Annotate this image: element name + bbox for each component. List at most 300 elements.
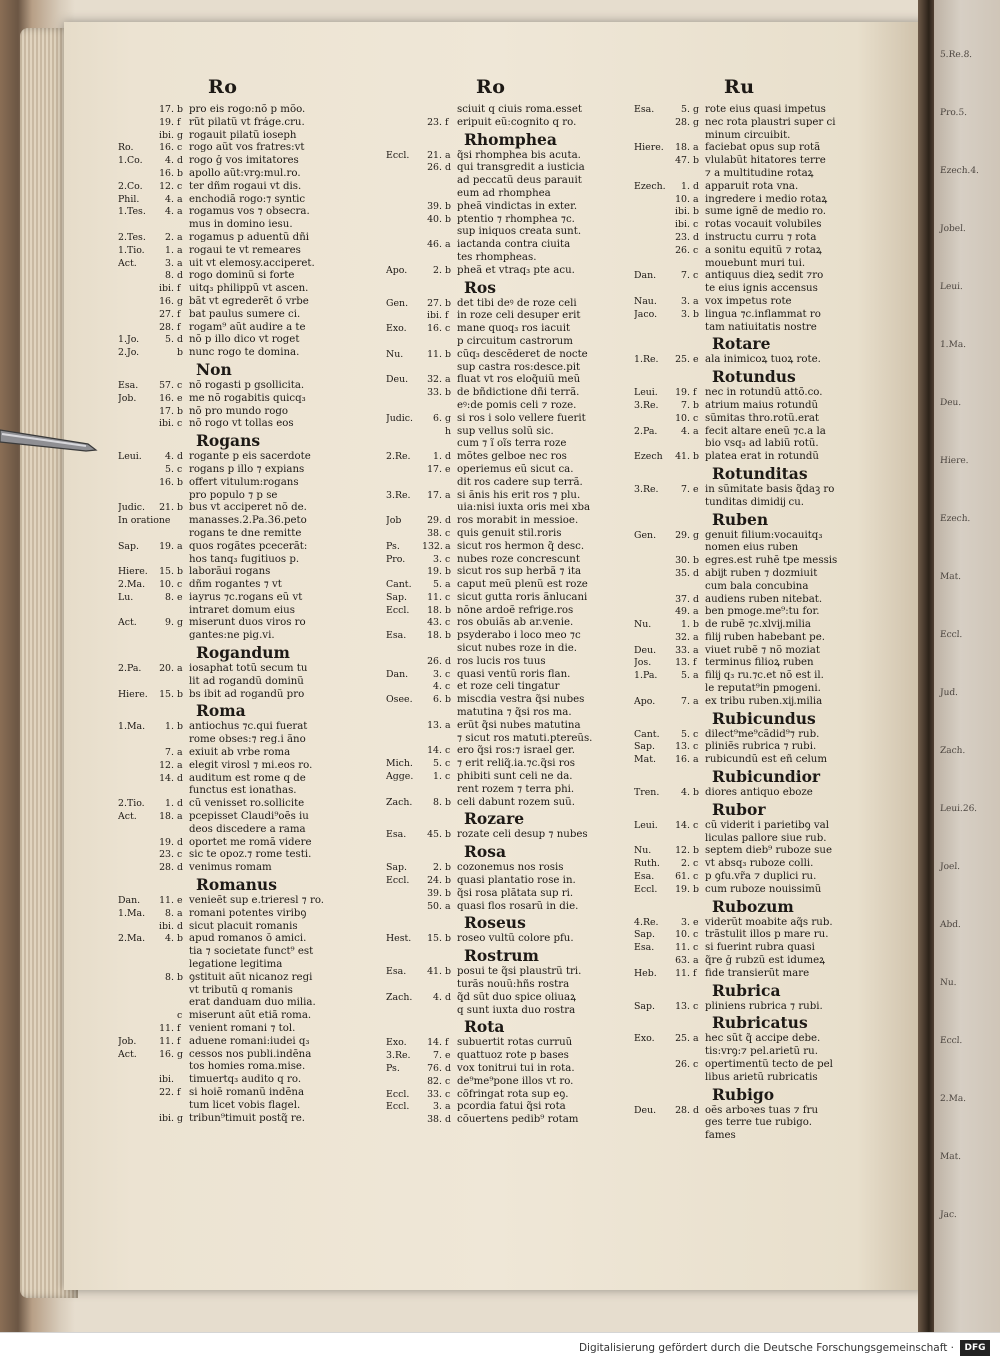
index-entry [386, 528, 621, 541]
facing-page-text: Leui. [939, 282, 964, 292]
index-entry [634, 645, 869, 658]
index-entry [118, 921, 353, 934]
index-entry [118, 490, 353, 503]
entry-book-ref: Cant. [386, 579, 412, 591]
index-entry [634, 820, 869, 833]
entry-book-ref [386, 901, 422, 914]
index-entry [386, 888, 621, 901]
entry-text: in sũmitate basis q̃daꝫ ro [705, 483, 835, 495]
index-entry [634, 871, 869, 884]
facing-page-text: Eccl. [939, 1036, 963, 1046]
index-entry [386, 1076, 621, 1089]
entry-text: cum bala concubina [705, 580, 809, 592]
entry-chapter [154, 630, 177, 643]
entry-text: intraret domum eius [189, 604, 295, 616]
index-entry [634, 104, 869, 117]
entry-section-letter: a [445, 149, 451, 161]
entry-book-ref [118, 849, 154, 862]
entry-book-ref [118, 837, 154, 850]
entry-book-ref [386, 1076, 422, 1089]
entry-text: sũmitas thro.rotũ.erat [705, 412, 820, 424]
entry-section-letter: a [177, 206, 183, 218]
index-entry [118, 270, 353, 283]
entry-section-letter: b [693, 883, 700, 895]
entry-chapter [154, 959, 177, 972]
entry-section-letter: g [177, 129, 184, 141]
entry-chapter: 35. [675, 567, 690, 579]
entry-text: de⁹me⁹pone illos vt ro. [457, 1075, 574, 1087]
index-entry [634, 484, 869, 497]
lemma-heading: Rogandum [196, 643, 290, 663]
entry-book-ref [118, 985, 154, 998]
entry-text: ptentio ⁊ rhomphea ⁊c. [457, 213, 575, 225]
entry-chapter: 40. [427, 213, 442, 225]
entry-text: ⁊ erit reliq̃.ia.⁊c.q̃si ros [457, 758, 576, 770]
entry-section-letter: e [693, 916, 699, 928]
entry-chapter [422, 362, 445, 375]
entry-book-ref: Esa. [386, 829, 407, 841]
entry-book-ref [118, 1061, 154, 1074]
entry-chapter: 19. [427, 566, 442, 578]
entry-text: ter dñm rogaui vt dis. [189, 180, 302, 192]
index-entry [634, 845, 869, 858]
entry-text: dñm rogantes ⁊ vt [189, 579, 282, 591]
entry-section-letter: d [177, 451, 184, 463]
entry-text: laborãui rogans [189, 566, 271, 578]
index-entry [386, 643, 621, 656]
entry-text: pheã vindictas in exter. [457, 200, 578, 212]
entry-section-letter: f [693, 967, 697, 979]
index-entry [386, 477, 621, 490]
entry-text: quattuoz rote p bases [457, 1050, 569, 1062]
entry-section-letter: a [693, 1033, 699, 1045]
entry-chapter: ibi. [675, 206, 690, 218]
entry-section-letter: a [177, 663, 183, 675]
entry-section-letter: g [177, 1112, 184, 1124]
entry-book-ref [634, 1059, 670, 1072]
entry-book-ref [634, 1117, 670, 1130]
entry-book-ref: Agge. [386, 771, 414, 783]
entry-book-ref [634, 232, 670, 245]
entry-text: dilect⁹me⁹cãdid⁹⁊ rub. [705, 728, 820, 740]
entry-chapter: 49. [675, 606, 690, 618]
entry-chapter: 11. [159, 1035, 174, 1047]
entry-text: cum ruboze nouissimũ [705, 883, 822, 895]
entry-text: nec rota plaustri super ci [705, 116, 836, 128]
entry-book-ref: Hest. [386, 933, 412, 945]
entry-book-ref: Eccl. [386, 1101, 410, 1113]
entry-text: gantes:ne pig.vi. [189, 630, 275, 642]
entry-chapter: 33. [427, 387, 442, 399]
entry-book-ref [118, 168, 154, 181]
index-entry [118, 554, 353, 567]
index-entry [634, 555, 869, 568]
entry-text: ingredere i medio rotaꝝ [705, 193, 828, 205]
entry-chapter: 41. [427, 966, 442, 978]
entry-text: det tibi deꝰ de roze celi [457, 297, 577, 309]
index-entry [118, 1023, 353, 1036]
entry-book-ref: Ruth. [634, 858, 660, 870]
entry-chapter: 15. [159, 566, 174, 578]
entry-chapter: 7. [433, 1050, 442, 1062]
entry-chapter [670, 1072, 693, 1085]
index-entry [634, 1117, 869, 1130]
entry-chapter [422, 104, 445, 117]
entry-book-ref [118, 490, 154, 503]
index-entry [118, 579, 353, 592]
entry-book-ref: Sap. [118, 540, 139, 552]
entry-book-ref [386, 252, 422, 265]
index-entry [634, 833, 869, 846]
entry-chapter [154, 528, 177, 541]
entry-chapter: 13. [675, 657, 690, 669]
entry-chapter: 21. [427, 149, 442, 161]
entry-chapter: 18. [159, 811, 174, 823]
entry-chapter: 16. [159, 392, 174, 404]
entry-section-letter [177, 785, 189, 798]
index-entry [386, 515, 621, 528]
index-entry [634, 858, 869, 871]
entry-book-ref: Tren. [634, 787, 660, 799]
entry-text: rent rozem ⁊ terra phi. [457, 783, 575, 795]
entry-book-ref: Pro. [386, 553, 406, 565]
entry-text: rogamus vos ⁊ obsecra. [189, 206, 310, 218]
entry-section-letter [693, 1130, 705, 1143]
entry-book-ref: Eccl. [386, 604, 410, 616]
entry-chapter: 37. [675, 593, 690, 605]
entry-text: enchodiã rogo:⁊ syntic [189, 193, 306, 205]
entry-text: ⁊ a multitudine rotaꝝ [705, 167, 814, 179]
facing-page-text: Mat. [939, 1152, 962, 1162]
entry-book-ref: Deu. [386, 374, 409, 386]
facing-page-text: Jobel. [939, 224, 967, 234]
facing-page-text: Zach. [939, 746, 966, 756]
entry-chapter [154, 785, 177, 798]
entry-section-letter [177, 734, 189, 747]
entry-chapter: 5. [681, 670, 690, 682]
entry-chapter: 1. [433, 771, 442, 783]
entry-chapter [422, 643, 445, 656]
entry-chapter: 32. [675, 631, 690, 643]
entry-chapter: 19. [159, 836, 174, 848]
entry-text: uitq₃ philippũ vt ascen. [189, 283, 309, 295]
entry-section-letter: a [693, 425, 699, 437]
entry-text: ero q̃si ros:⁊ israel ger. [457, 745, 575, 757]
entry-text: sicut placuit romanis [189, 920, 298, 932]
entry-text: te eius ignis accensus [705, 283, 818, 295]
index-entry [386, 694, 621, 707]
entry-text: manasses.2.Pa.36.peto [189, 515, 307, 527]
entry-text: sup vellus solũ sic. [457, 425, 554, 437]
entry-text: cessos nos publi.indẽna [189, 1048, 312, 1060]
index-entry [634, 955, 869, 968]
entry-chapter: 16. [159, 167, 174, 179]
entry-text: rogans p illo ⁊ expians [189, 463, 305, 475]
entry-book-ref: Act. [118, 811, 137, 823]
entry-text: q̃si rhomphea bis acuta. [457, 149, 581, 161]
entry-book-ref [118, 322, 154, 335]
entry-book-ref [386, 979, 422, 992]
entry-book-ref [634, 322, 670, 335]
index-entry [634, 929, 869, 942]
entry-section-letter [445, 733, 457, 746]
entry-text: nec in rotundũ attõ.co. [705, 387, 823, 399]
entry-book-ref: 1.Co. [118, 155, 143, 167]
entry-text: tribun⁹timuit postq̃ re. [189, 1112, 305, 1124]
entry-chapter: 4. [681, 425, 690, 437]
entry-book-ref [386, 188, 422, 201]
index-entry [118, 824, 353, 837]
entry-section-letter: b [693, 555, 700, 567]
facing-page-text: Abd. [939, 920, 962, 930]
entry-chapter: 27. [159, 308, 174, 320]
entry-section-letter: a [445, 540, 451, 552]
entry-section-letter: b [693, 155, 700, 167]
index-entry [386, 579, 621, 592]
entry-text: pliniens rubrica ⁊ rubi. [705, 1000, 823, 1012]
entry-section-letter: c [693, 929, 699, 941]
entry-section-letter: d [177, 920, 184, 932]
index-entry [118, 232, 353, 245]
text-column-right [634, 70, 869, 1143]
entry-book-ref: 2.Tio. [118, 798, 145, 810]
entry-section-letter [445, 252, 457, 265]
entry-chapter: ibi. [159, 920, 174, 932]
index-entry [118, 515, 353, 528]
lemma-heading: Rotare [712, 334, 771, 354]
entry-section-letter: d [177, 836, 184, 848]
entry-text: bus vt acciperet nõ de. [189, 502, 307, 514]
entry-text: vlulabũt hitatores terre [705, 155, 826, 167]
entry-chapter: 21. [159, 502, 174, 514]
index-entry [386, 226, 621, 239]
entry-section-letter: b [177, 566, 184, 578]
index-entry [634, 130, 869, 143]
entry-section-letter: b [445, 875, 452, 887]
index-entry [118, 985, 353, 998]
entry-section-letter: a [445, 579, 451, 591]
entry-section-letter: b [177, 502, 184, 514]
entry-text: erũt q̃si nubes matutina [457, 719, 581, 731]
entry-chapter [422, 252, 445, 265]
entry-text: egres.est ruhẽ tpe messis [705, 555, 838, 567]
index-entry [386, 310, 621, 323]
entry-text: tos homies roma.mise. [189, 1061, 306, 1073]
entry-text: mouebunt muri tui. [705, 257, 806, 269]
entry-chapter: 17. [159, 405, 174, 417]
index-entry [118, 972, 353, 985]
entry-text: bãt vt egrederẽt ő vrbe [189, 295, 309, 307]
entry-section-letter: d [693, 1104, 700, 1116]
entry-section-letter: a [445, 239, 451, 251]
entry-chapter: ibi. [159, 1074, 174, 1086]
entry-chapter: 26. [427, 162, 442, 174]
lemma-heading: Rostrum [464, 946, 539, 966]
entry-chapter: 17. [427, 489, 442, 501]
index-entry [118, 245, 353, 258]
entry-text: quasi flos rosarũ in die. [457, 900, 579, 912]
entry-text: pro eis rogo:nõ p mõo. [189, 104, 306, 115]
entry-chapter: 11. [159, 895, 174, 907]
entry-book-ref: 2.Pa. [634, 425, 658, 437]
entry-chapter: 26. [427, 655, 442, 667]
entry-chapter: 4. [433, 991, 442, 1003]
entry-text: opertimentũ tecto de pel [705, 1059, 833, 1071]
entry-chapter: 15. [427, 933, 442, 945]
index-entry [386, 162, 621, 175]
entry-section-letter: a [693, 670, 699, 682]
entry-chapter: ibi. [159, 129, 174, 141]
entry-chapter: 8. [165, 270, 174, 282]
facing-page-text: Deu. [939, 398, 962, 408]
entry-book-ref [634, 1130, 670, 1143]
entry-book-ref [386, 784, 422, 797]
entry-section-letter: g [693, 104, 700, 115]
entry-text: rotas vocauit volubiles [705, 219, 822, 231]
entry-text: mõtes gelboe nec ros [457, 451, 567, 463]
entry-section-letter: a [177, 759, 183, 771]
entry-book-ref: Act. [118, 617, 137, 629]
entry-section-letter: d [445, 1063, 452, 1074]
entry-text: rogam⁹ aũt audire a te [189, 321, 306, 333]
entry-book-ref [386, 104, 422, 117]
entry-text: aduene romani:iudei q₃ [189, 1035, 310, 1047]
entry-book-ref: Leui. [118, 451, 142, 463]
index-entry [386, 992, 621, 1005]
lemma-heading: Rotundus [712, 367, 796, 387]
entry-chapter: 63. [675, 955, 690, 967]
entry-book-ref [118, 785, 154, 798]
entry-text: si hoiẽ romanũ indẽna [189, 1086, 305, 1098]
entry-book-ref: Esa. [386, 966, 407, 978]
facing-page-text: 2.Ma. [939, 1094, 967, 1104]
entry-text: cõfringat rota sup eꝯ. [457, 1088, 569, 1100]
entry-section-letter: c [177, 463, 183, 475]
entry-book-ref [118, 1010, 154, 1023]
entry-book-ref: Cant. [634, 728, 660, 740]
index-entry [118, 734, 353, 747]
entry-chapter: 2. [433, 264, 442, 276]
entry-section-letter [177, 824, 189, 837]
entry-text: iactanda contra ciuita [457, 239, 571, 251]
entry-section-letter: a [693, 631, 699, 643]
entry-book-ref [118, 997, 154, 1010]
entry-section-letter: b [445, 604, 452, 616]
entry-section-letter: a [177, 231, 183, 243]
entry-text: rome obses:⁊ reg.i ãno [189, 734, 306, 746]
entry-chapter: 38. [427, 1114, 442, 1126]
entry-section-letter [693, 258, 705, 271]
entry-chapter: 39. [427, 887, 442, 899]
entry-text: eꝰ:de pomis celi ⁊ roze. [457, 399, 577, 411]
entry-book-ref: Hiere. [118, 688, 148, 700]
facing-page-fragment [934, 0, 1000, 1332]
entry-section-letter: c [445, 323, 451, 335]
entry-book-ref: Gen. [386, 297, 409, 309]
entry-section-letter: a [177, 907, 183, 919]
entry-section-letter: b [445, 348, 452, 360]
index-entry [634, 387, 869, 400]
index-entry [118, 206, 353, 219]
entry-chapter: 13. [675, 1000, 690, 1012]
entry-section-letter: f [445, 310, 449, 322]
entry-book-ref: Esa. [634, 942, 655, 954]
entry-book-ref: 1.Tio. [118, 244, 145, 256]
entry-chapter: 1. [165, 798, 174, 810]
entry-section-letter [445, 400, 457, 413]
index-entry [386, 1089, 621, 1102]
index-entry [118, 676, 353, 689]
entry-book-ref [386, 239, 422, 252]
entry-book-ref [386, 175, 422, 188]
index-entry [634, 530, 869, 543]
entry-section-letter: b [177, 721, 184, 733]
entry-section-letter: b [445, 630, 452, 642]
facing-page-text: Mat. [939, 572, 962, 582]
entry-book-ref [634, 413, 670, 426]
entry-book-ref: Heb. [634, 967, 657, 979]
entry-book-ref [634, 155, 670, 168]
entry-section-letter: g [693, 529, 700, 541]
entry-book-ref: Judic. [386, 412, 414, 424]
entry-text: psyderabo i loco meo ⁊c [457, 630, 581, 642]
entry-book-ref: Zach. [386, 991, 413, 1003]
entry-text: fluat vt ros eloq̃uiũ meũ [457, 374, 581, 386]
index-entry [118, 785, 353, 798]
entry-section-letter: d [177, 862, 184, 874]
entry-chapter: 3. [433, 668, 442, 680]
entry-section-letter [177, 1074, 189, 1087]
entry-chapter: 32. [427, 374, 442, 386]
index-entry [118, 721, 353, 734]
entry-section-letter: e [445, 463, 451, 475]
entry-book-ref [634, 568, 670, 581]
entry-section-letter: g [177, 295, 184, 307]
entry-chapter: 10. [675, 929, 690, 941]
entry-chapter [670, 1130, 693, 1143]
entry-chapter [422, 188, 445, 201]
index-entry [386, 1005, 621, 1018]
entry-book-ref: Sap. [634, 1000, 655, 1012]
entry-chapter: 6. [433, 694, 442, 706]
entry-text: deos discedere a rama [189, 823, 306, 835]
index-entry [386, 566, 621, 579]
lemma-heading: Non [196, 359, 232, 379]
entry-section-letter [693, 497, 705, 510]
entry-book-ref [118, 959, 154, 972]
entry-section-letter: c [693, 871, 699, 883]
index-entry [634, 1046, 869, 1059]
entry-text: rogo ǧ vos imitatores [189, 155, 299, 167]
entry-chapter: 14. [427, 745, 442, 757]
index-entry [634, 219, 869, 232]
entry-section-letter [177, 219, 189, 232]
index-entry [118, 258, 353, 271]
entry-book-ref [118, 283, 154, 296]
entry-book-ref [634, 1046, 670, 1059]
index-entry [634, 670, 869, 683]
index-entry [634, 296, 869, 309]
entry-section-letter [693, 1046, 705, 1059]
entry-book-ref [386, 656, 422, 669]
entry-section-letter: b [177, 688, 184, 700]
entry-text: antiquus dieꝝ sedit ⁊ro [705, 270, 824, 282]
index-entry [118, 1087, 353, 1100]
entry-section-letter [177, 554, 189, 567]
entry-section-letter: b [445, 829, 452, 841]
entry-book-ref [634, 258, 670, 271]
index-entry [118, 393, 353, 406]
